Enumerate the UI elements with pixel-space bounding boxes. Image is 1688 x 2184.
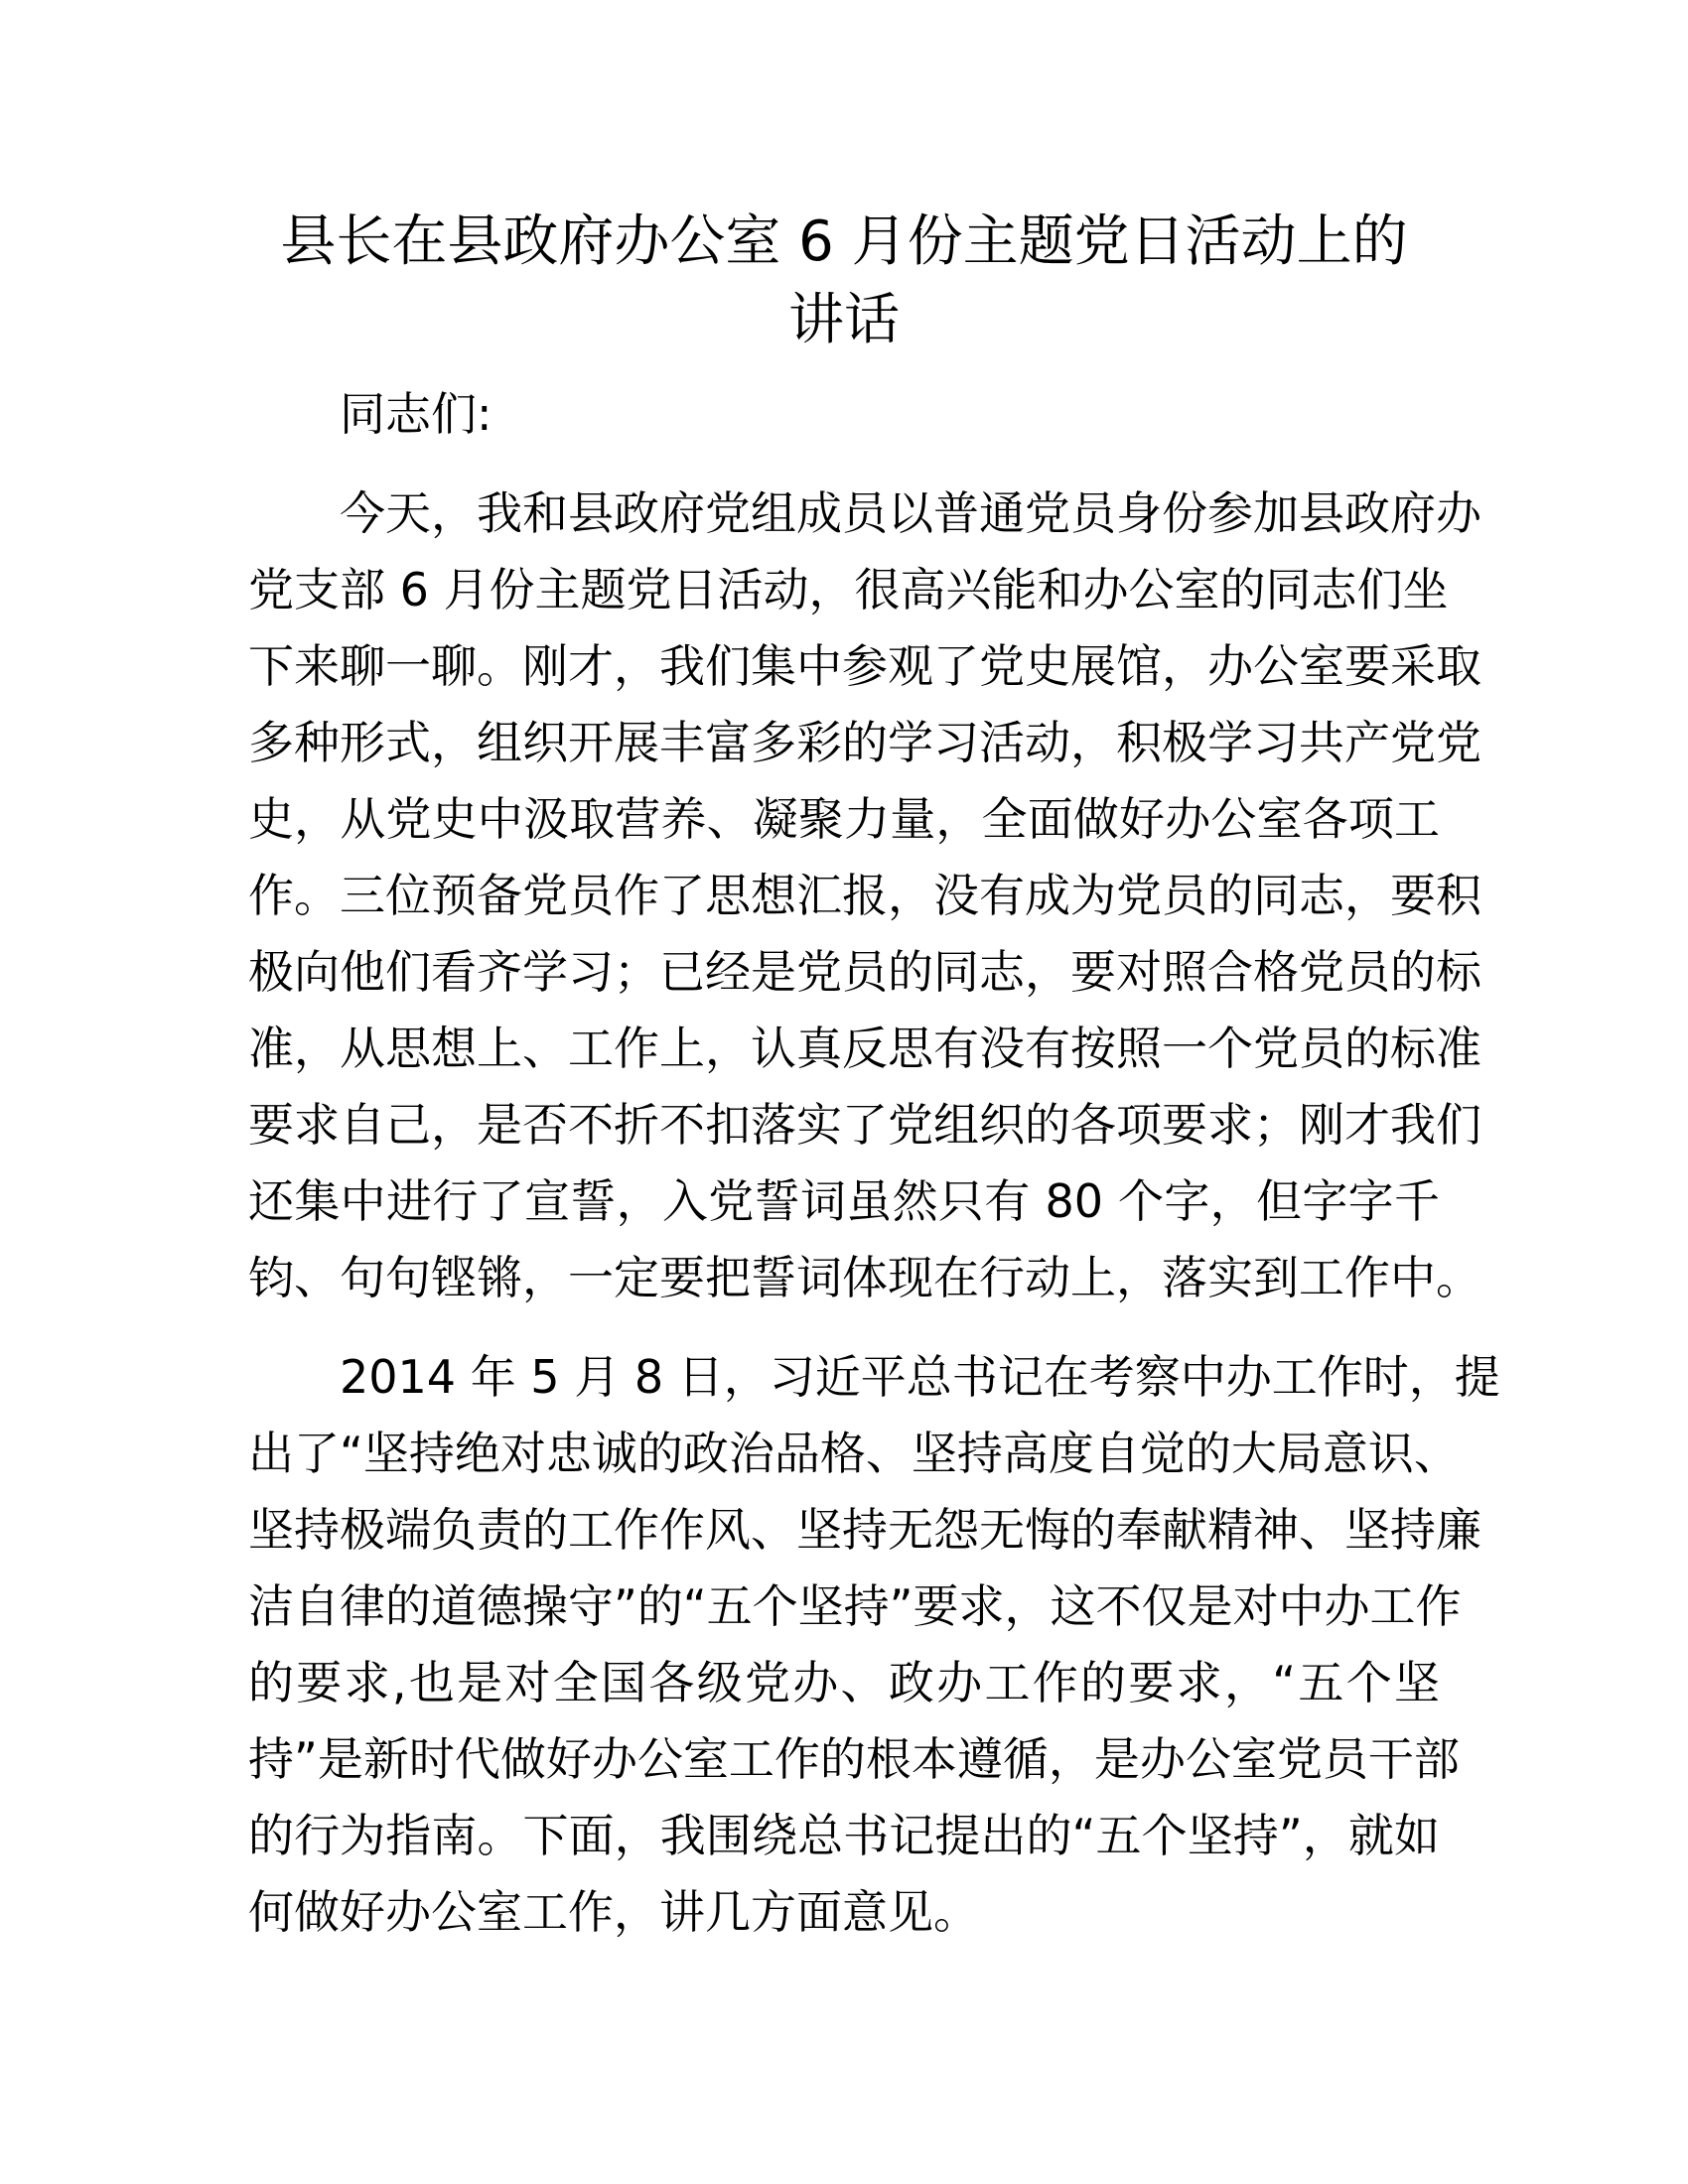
paragraph-line: 的行为指南。下面，我围绕总书记提出的“五个坚持”，就如 <box>248 1809 1440 1862</box>
paragraph-line: 今天，我和县政府党组成员以普通党员身份参加县政府办 <box>340 486 1481 540</box>
title-line: 县长在县政府办公室 6 月份主题党日活动上的 <box>280 209 1408 274</box>
title-line: 讲话 <box>788 288 900 352</box>
paragraph-line: 何做好办公室工作，讲几方面意见。 <box>248 1885 979 1939</box>
greeting: 同志们: <box>340 387 492 441</box>
paragraph-line: 出了“坚持绝对忠诚的政治品格、坚持高度自觉的大局意识、 <box>248 1427 1460 1480</box>
paragraph-line: 持”是新时代做好办公室工作的根本遵循，是办公室党员干部 <box>248 1732 1460 1786</box>
document-title <box>238 203 1450 359</box>
paragraph-line: 钧、句句铿锵，一定要把誓词体现在行动上，落实到工作中。 <box>248 1251 1481 1304</box>
paragraph-line: 党支部 6 月份主题党日活动，很高兴能和办公室的同志们坐 <box>248 563 1449 616</box>
paragraph-line: 史，从党史中汲取营养、凝聚力量，全面做好办公室各项工 <box>248 792 1440 846</box>
paragraph <box>248 476 1481 1316</box>
paragraph-line: 极向他们看齐学习；已经是党员的同志，要对照合格党员的标 <box>248 945 1481 999</box>
paragraph-line: 作。三位预备党员作了思想汇报，没有成为党员的同志，要积 <box>248 869 1481 922</box>
paragraph-line: 坚持极端负责的工作作风、坚持无怨无悔的奉献精神、坚持廉 <box>248 1503 1481 1557</box>
paragraph-line: 还集中进行了宣誓，入党誓词虽然只有 80 个字，但字字千 <box>248 1174 1440 1228</box>
paragraphs <box>248 476 1500 1951</box>
paragraph-line: 的要求,也是对全国各级党办、政办工作的要求，“五个坚 <box>248 1656 1440 1709</box>
paragraph <box>248 1339 1500 1951</box>
paragraph-line: 下来聊一聊。刚才，我们集中参观了党史展馆，办公室要采取 <box>248 639 1481 693</box>
paragraph-line: 多种形式，组织开展丰富多彩的学习活动，积极学习共产党党 <box>248 716 1481 769</box>
paragraph-line: 洁自律的道德操守”的“五个坚持”要求，这不仅是对中办工作 <box>248 1579 1462 1633</box>
paragraph-line: 准，从思想上、工作上，认真反思有没有按照一个党员的标准 <box>248 1022 1481 1075</box>
greeting-paragraph <box>248 376 1440 453</box>
paragraph-line: 要求自己，是否不折不扣落实了党组织的各项要求；刚才我们 <box>248 1098 1481 1152</box>
paragraph-line: 2014 年 5 月 8 日，习近平总书记在考察中办工作时，提 <box>340 1350 1500 1404</box>
document-body <box>248 376 1500 1974</box>
